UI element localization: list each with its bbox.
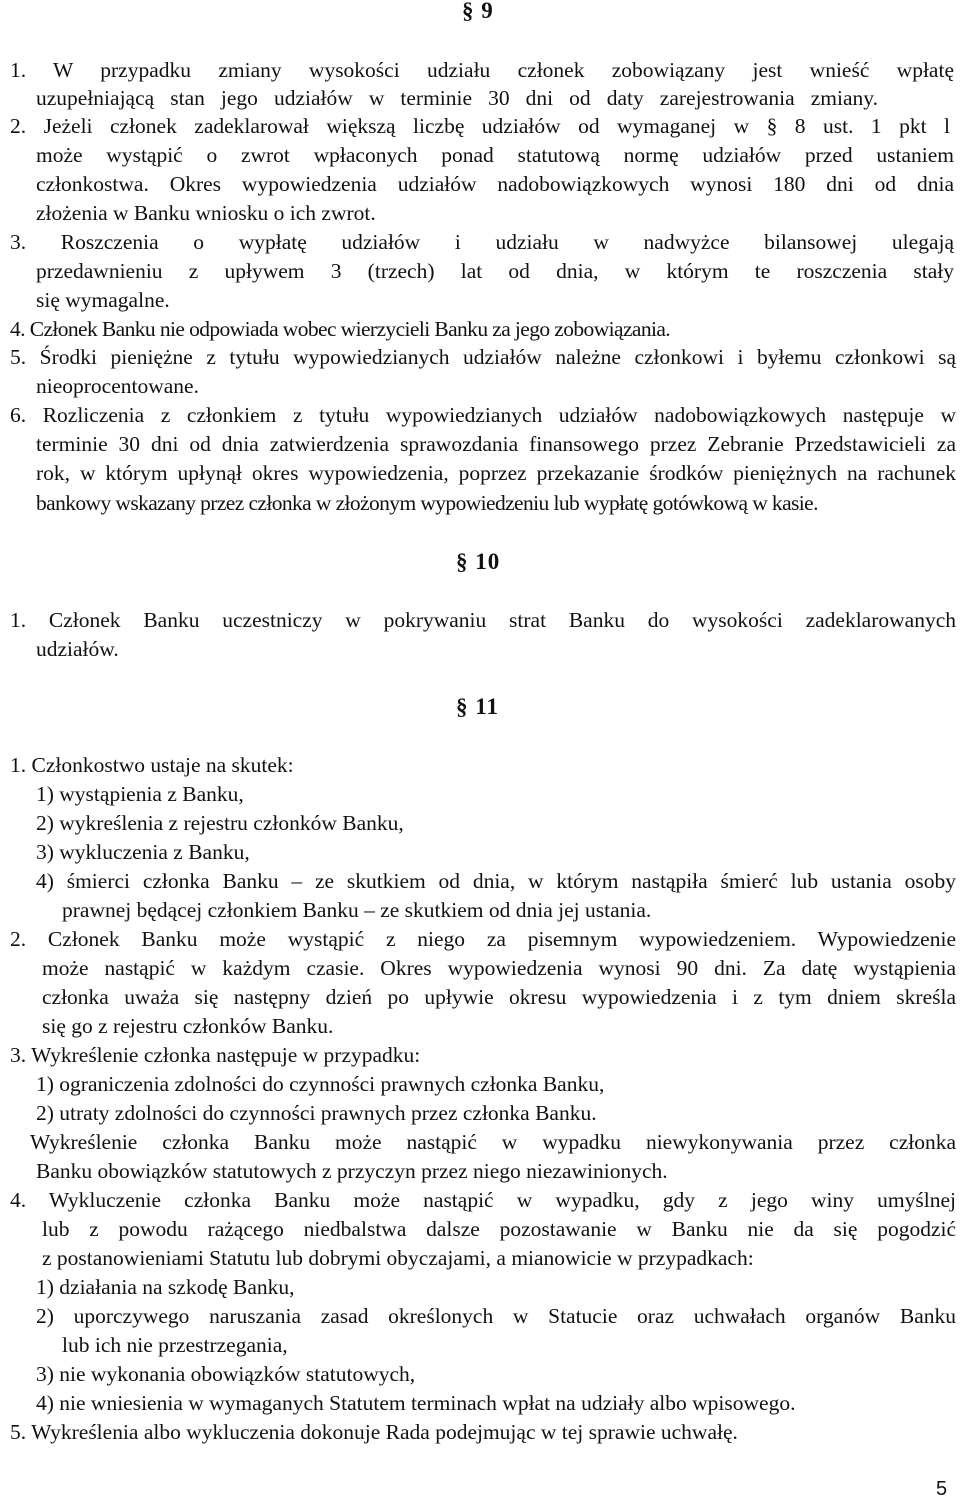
paragraph-line: może nastąpić w każdym czasie. Okres wypowiedzenia wynosi 90 dni. Za datę wystąpienia bbox=[42, 956, 956, 980]
paragraph-line: 5. Środki pieniężne z tytułu wypowiedzianych udziałów należne członkowi i byłemu członkowi są bbox=[10, 345, 956, 369]
paragraph-line: może wystąpić o zwrot wpłaconych ponad statutową normę udziałów przed ustaniem bbox=[36, 143, 954, 167]
list-item: 4) nie wniesienia w wymaganych Statutem terminach wpłat na udziały albo wpisowego. bbox=[36, 1391, 796, 1415]
paragraph-line: 3. Wykreślenie członka następuje w przypadku: bbox=[10, 1043, 421, 1067]
paragraph-line: lub z powodu rażącego niedbalstwa dalsze pozostawanie w Banku nie da się pogodzić bbox=[42, 1217, 956, 1241]
paragraph-line: nieoprocentowane. bbox=[36, 374, 199, 398]
section-heading-10: § 10 bbox=[456, 549, 501, 574]
paragraph-line: uzupełniającą stan jego udziałów w terminie 30 dni od daty zarejestrowania zmiany. bbox=[36, 86, 878, 110]
paragraph-line: się go z rejestru członków Banku. bbox=[42, 1014, 334, 1038]
list-item: lub ich nie przestrzegania, bbox=[62, 1333, 288, 1357]
paragraph-line: Banku obowiązków statutowych z przyczyn przez niego niezawinionych. bbox=[36, 1159, 668, 1183]
paragraph-line: udziałów. bbox=[36, 637, 119, 661]
list-item: 4) śmierci członka Banku – ze skutkiem od dnia, w którym nastąpiła śmierć lub ustania osoby bbox=[36, 869, 956, 893]
page-number: 5 bbox=[936, 1478, 948, 1500]
paragraph-line: złożenia w Banku wniosku o ich zwrot. bbox=[36, 201, 376, 225]
section-heading-9: § 9 bbox=[462, 0, 494, 23]
paragraph-line: się wymagalne. bbox=[36, 288, 170, 312]
list-item: 2) wykreślenia z rejestru członków Banku, bbox=[36, 811, 404, 835]
paragraph-line: członkostwa. Okres wypowiedzenia udziałów nadobowiązkowych wynosi 180 dni od dnia bbox=[36, 172, 954, 196]
paragraph-line: Wykreślenie członka Banku może nastąpić w wypadku niewykonywania przez członka bbox=[30, 1130, 956, 1154]
list-item: 1) wystąpienia z Banku, bbox=[36, 782, 244, 806]
paragraph-line: 2. Członek Banku może wystąpić z niego za pisemnym wypowiedzeniem. Wypowiedzenie bbox=[10, 927, 956, 951]
list-item: 1) działania na szkodę Banku, bbox=[36, 1275, 295, 1299]
list-item: 1) ograniczenia zdolności do czynności prawnych członka Banku, bbox=[36, 1072, 605, 1096]
paragraph-line: 2. Jeżeli członek zadeklarował większą liczbę udziałów od wymaganej w § 8 ust. 1 pkt l bbox=[10, 114, 950, 138]
paragraph-line: przedawnieniu z upływem 3 (trzech) lat od dnia, w którym te roszczenia stały bbox=[36, 259, 954, 283]
paragraph-line: 1. Członkostwo ustaje na skutek: bbox=[10, 753, 294, 777]
paragraph-line: z postanowieniami Statutu lub dobrymi obyczajami, a mianowicie w przypadkach: bbox=[42, 1246, 754, 1270]
paragraph-line: 4. Członek Banku nie odpowiada wobec wierzycieli Banku za jego zobowiązania. bbox=[10, 317, 671, 341]
paragraph-line: członka uważa się następny dzień po upływie okresu wypowiedzenia i z tym dniem skreśla bbox=[42, 985, 956, 1009]
list-item: 2) utraty zdolności do czynności prawnych przez członka Banku. bbox=[36, 1101, 597, 1125]
paragraph-line: 6. Rozliczenia z członkiem z tytułu wypowiedzianych udziałów nadobowiązkowych następuje w bbox=[10, 403, 956, 427]
list-item: 3) nie wykonania obowiązków statutowych, bbox=[36, 1362, 416, 1386]
paragraph-line: 1. Członek Banku uczestniczy w pokrywaniu strat Banku do wysokości zadeklarowanych bbox=[10, 608, 956, 632]
paragraph-line: 1. W przypadku zmiany wysokości udziału członek zobowiązany jest wnieść wpłatę bbox=[10, 58, 954, 82]
list-item: 3) wykluczenia z Banku, bbox=[36, 840, 250, 864]
paragraph-line: 5. Wykreślenia albo wykluczenia dokonuje Rada podejmując w tej sprawie uchwałę. bbox=[10, 1420, 738, 1444]
paragraph-line: terminie 30 dni od dnia zatwierdzenia sprawozdania finansowego przez Zebranie Przedstawicieli za bbox=[36, 432, 956, 456]
paragraph-line: bankowy wskazany przez członka w złożonym wypowiedzeniu lub wypłatę gotówkową w kasie. bbox=[36, 491, 818, 515]
list-item: prawnej będącej członkiem Banku – ze skutkiem od dnia jej ustania. bbox=[62, 898, 652, 922]
list-item: 2) uporczywego naruszania zasad określonych w Statucie oraz uchwałach organów Banku bbox=[36, 1304, 956, 1328]
paragraph-line: rok, w którym upłynął okres wypowiedzenia, poprzez przekazanie środków pieniężnych na rachunek bbox=[36, 461, 956, 485]
paragraph-line: 4. Wykluczenie członka Banku może nastąpić w wypadku, gdy z jego winy umyślnej bbox=[10, 1188, 956, 1212]
paragraph-line: 3. Roszczenia o wypłatę udziałów i udziału w nadwyżce bilansowej ulegają bbox=[10, 230, 954, 254]
section-heading-11: § 11 bbox=[456, 694, 499, 719]
